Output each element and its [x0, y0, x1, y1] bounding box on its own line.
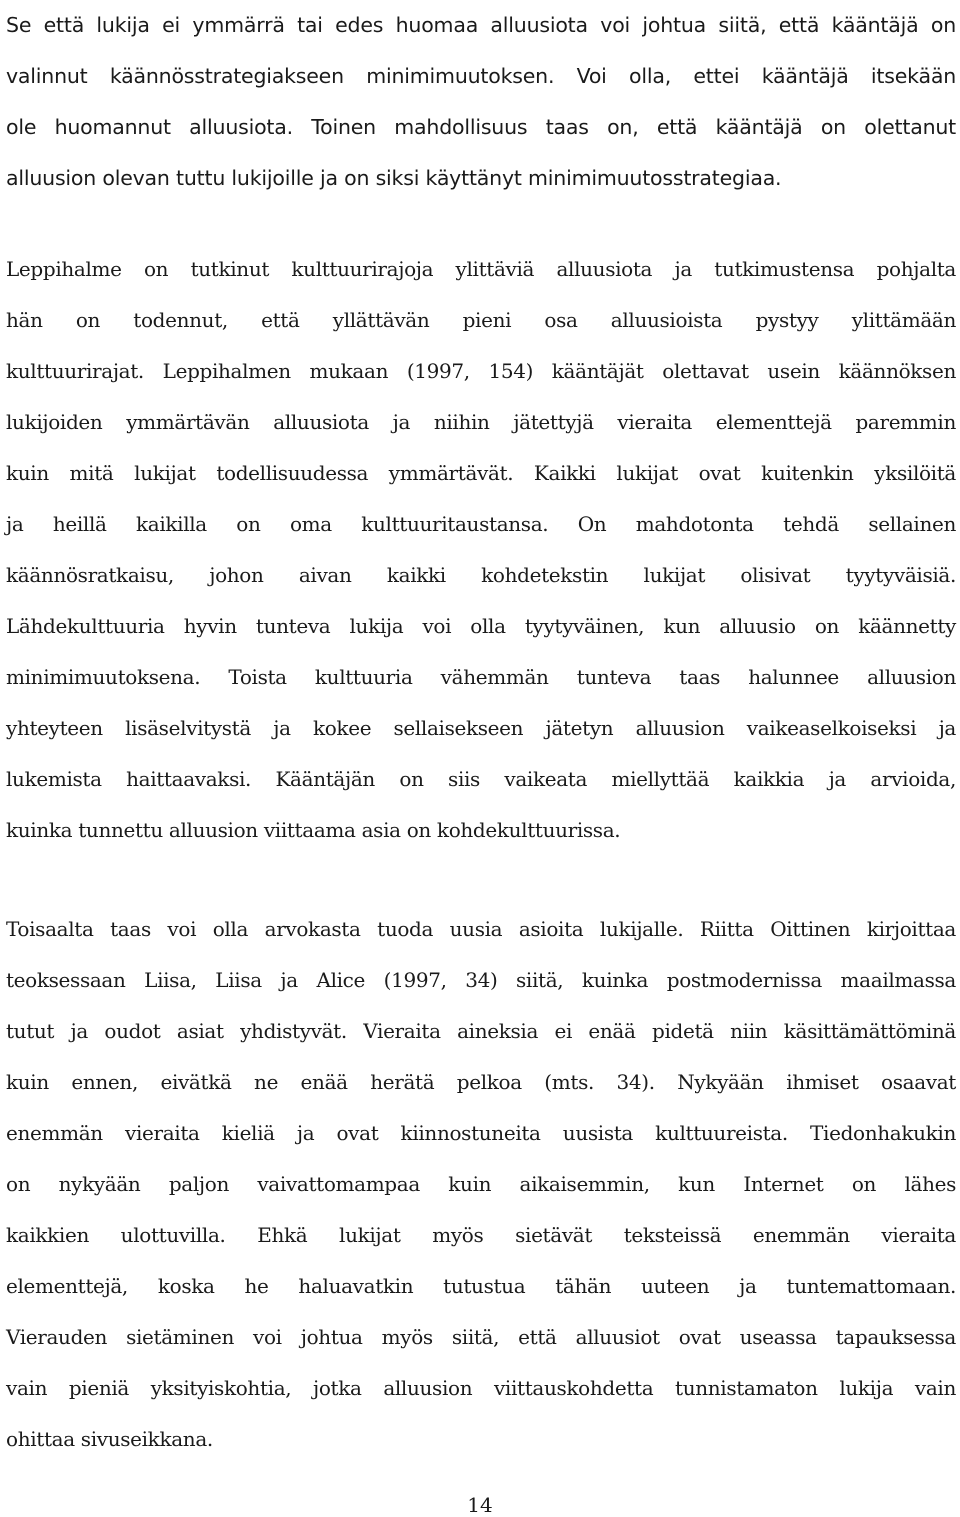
paragraph-3-line: ohittaa sivuseikkana.: [6, 1427, 213, 1451]
paragraph-3-line: enemmän vieraita kieliä ja ovat kiinnostuneita uusista kulttuureista. Tiedonhakukin: [6, 1121, 956, 1145]
paragraph-2-line: yhteyteen lisäselvitystä ja kokee sellaisekseen jätetyn alluusion vaikeaselkoiseksi ja: [6, 716, 956, 740]
paragraph-2-line: kuinka tunnettu alluusion viittaama asia on kohdekulttuurissa.: [6, 818, 621, 842]
paragraph-2-line: Leppihalme on tutkinut kulttuurirajoja ylittäviä alluusiota ja tutkimustensa pohjalta: [6, 257, 956, 281]
paragraph-2-line: hän on todennut, että yllättävän pieni osa alluusioista pystyy ylittämään: [6, 308, 956, 332]
paragraph-3-line: teoksessaan Liisa, Liisa ja Alice (1997, 34) siitä, kuinka postmodernissa maailmassa: [6, 968, 956, 992]
paragraph-2-line: ja heillä kaikilla on oma kulttuuritaustansa. On mahdotonta tehdä sellainen: [6, 512, 956, 536]
paragraph-1-line: valinnut käännösstrategiakseen minimimuutoksen. Voi olla, ettei kääntäjä itsekään: [6, 64, 956, 88]
paragraph-2-line: kulttuurirajat. Leppihalmen mukaan (1997, 154) kääntäjät olettavat usein käännöksen: [6, 359, 956, 383]
paragraph-3-line: tutut ja oudot asiat yhdistyvät. Vieraita aineksia ei enää pidetä niin käsittämättöminä: [6, 1019, 956, 1043]
paragraph-3-line: Vierauden sietäminen voi johtua myös siitä, että alluusiot ovat useassa tapauksessa: [6, 1325, 956, 1349]
paragraph-1: [6, 0, 956, 204]
paragraph-2-line: kuin mitä lukijat todellisuudessa ymmärtävät. Kaikki lukijat ovat kuitenkin yksilöitä: [6, 461, 956, 485]
paragraph-1-line: ole huomannut alluusiota. Toinen mahdollisuus taas on, että kääntäjä on olettanut: [6, 115, 956, 139]
paragraph-2-line: käännösratkaisu, johon aivan kaikki kohdetekstin lukijat olisivat tyytyväisiä.: [6, 563, 956, 587]
paragraph-3-line: kuin ennen, eivätkä ne enää herätä pelkoa (mts. 34). Nykyään ihmiset osaavat: [6, 1070, 956, 1094]
paragraph-2-line: Lähdekulttuuria hyvin tunteva lukija voi olla tyytyväinen, kun alluusio on käännetty: [6, 614, 956, 638]
paragraph-1-line: Se että lukija ei ymmärrä tai edes huomaa alluusiota voi johtua siitä, että kääntäjä on: [6, 13, 956, 37]
paragraph-2-line: lukijoiden ymmärtävän alluusiota ja niihin jätettyjä vieraita elementtejä paremmin: [6, 410, 956, 434]
paragraph-3-line: kaikkien ulottuvilla. Ehkä lukijat myös sietävät teksteissä enemmän vieraita: [6, 1223, 956, 1247]
paragraph-2-line: lukemista haittaavaksi. Kääntäjän on siis vaikeata miellyttää kaikkia ja arvioida,: [6, 767, 956, 791]
paragraph-3-line: vain pieniä yksityiskohtia, jotka alluusion viittauskohdetta tunnistamaton lukija vain: [6, 1376, 956, 1400]
page-number: 14: [467, 1493, 493, 1517]
paragraph-1-line: alluusion olevan tuttu lukijoille ja on siksi käyttänyt minimimuutosstrategiaa.: [6, 166, 782, 190]
paragraph-3: [6, 904, 956, 1465]
paragraph-3-line: Toisaalta taas voi olla arvokasta tuoda uusia asioita lukijalle. Riitta Oittinen kirjoittaa: [6, 917, 956, 941]
paragraph-3-line: elementtejä, koska he haluavatkin tutustua tähän uuteen ja tuntemattomaan.: [6, 1274, 956, 1298]
paragraph-2-line: minimimuutoksena. Toista kulttuuria vähemmän tunteva taas halunnee alluusion: [6, 665, 956, 689]
paragraph-2: [6, 244, 956, 856]
paragraph-3-line: on nykyään paljon vaivattomampaa kuin aikaisemmin, kun Internet on lähes: [6, 1172, 956, 1196]
